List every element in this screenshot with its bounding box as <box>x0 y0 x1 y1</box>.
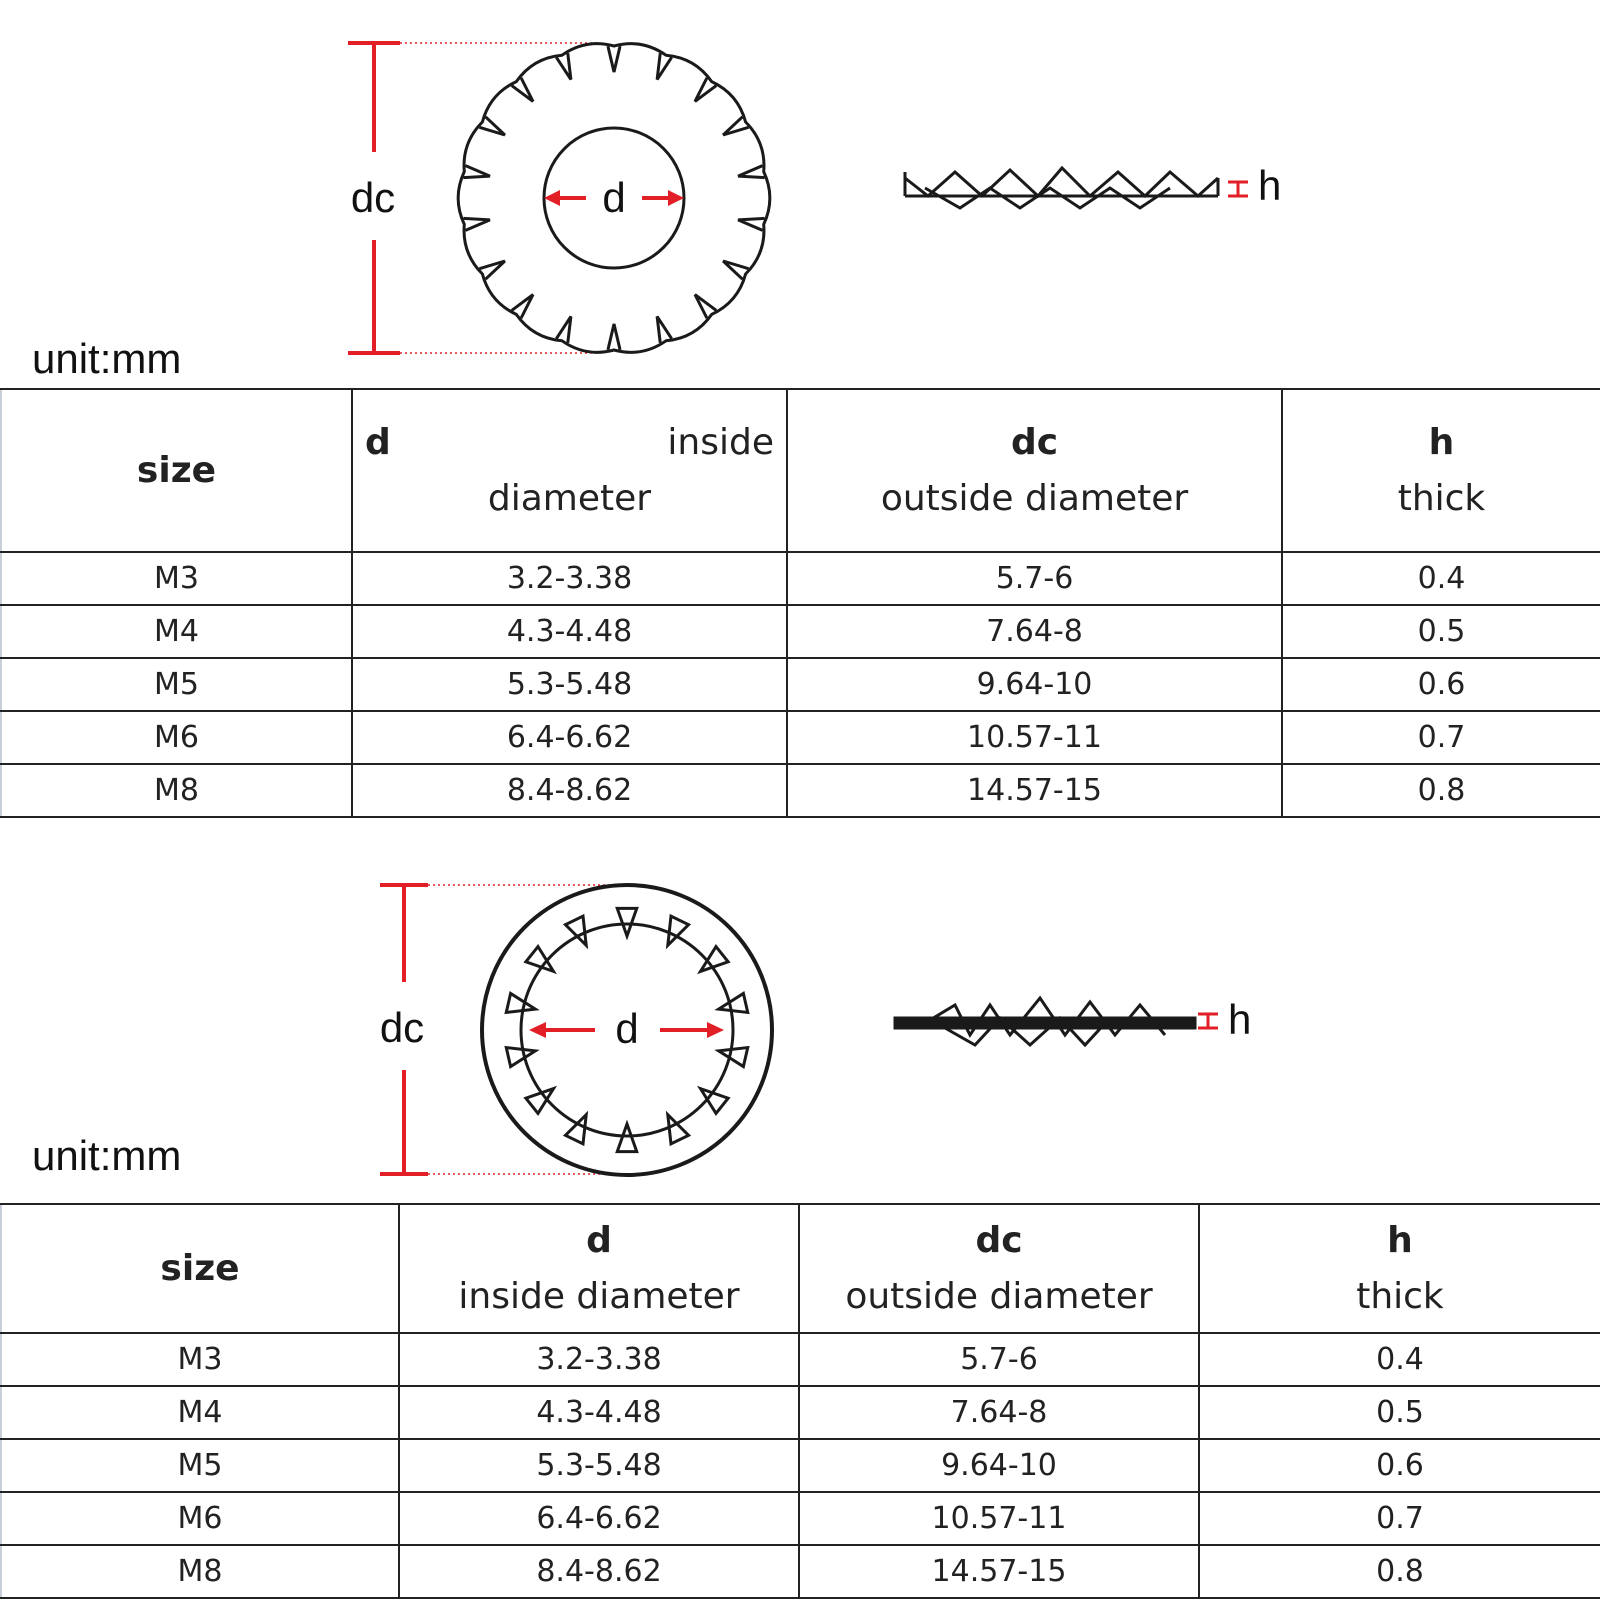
spec-table-external <box>0 388 1600 818</box>
inside-diameter-cell: 8.4-8.62 <box>399 1545 799 1598</box>
inner-tooth <box>719 993 748 1012</box>
inside-diameter-cell: 5.3-5.48 <box>399 1439 799 1492</box>
unit-label: unit:mm <box>32 1132 182 1179</box>
thickness-cell: 0.6 <box>1199 1439 1600 1492</box>
thickness-cell: 0.4 <box>1199 1333 1600 1386</box>
thickness-cell: 0.6 <box>1282 658 1600 711</box>
thickness-cell: 0.5 <box>1282 605 1600 658</box>
thick-text: thick <box>1397 477 1486 519</box>
tooth-notch <box>657 53 672 79</box>
inside-diameter-cell: 5.3-5.48 <box>352 658 787 711</box>
table-row <box>1 658 1600 711</box>
table-row <box>1 1492 1600 1545</box>
inside-diameter-header <box>352 389 787 552</box>
inside-text: inside <box>667 421 774 463</box>
size-cell: M6 <box>1 1492 399 1545</box>
inner-tooth <box>719 1048 748 1067</box>
inside-diameter-text: inside diameter <box>458 1275 740 1317</box>
inner-tooth <box>506 993 535 1012</box>
outside-diameter-cell: 9.64-10 <box>787 658 1282 711</box>
size-header: size <box>1 389 352 552</box>
thickness-cell: 0.7 <box>1199 1492 1600 1545</box>
dc-label: dc <box>379 1004 425 1051</box>
outside-diameter-cell: 14.57-15 <box>787 764 1282 817</box>
inside-diameter-cell: 6.4-6.62 <box>399 1492 799 1545</box>
tooth-notch <box>556 53 571 79</box>
tooth-notch <box>463 218 490 230</box>
d-symbol: d <box>586 1219 612 1261</box>
outside-diameter-cell: 7.64-8 <box>799 1386 1199 1439</box>
external-washer-figure <box>0 0 1600 380</box>
table-row <box>1 1545 1600 1598</box>
d-label: d <box>602 174 626 221</box>
inner-tooth <box>617 1124 636 1152</box>
table-row <box>1 605 1600 658</box>
inside-diameter-header <box>399 1204 799 1333</box>
table-row <box>1 711 1600 764</box>
tooth-notch <box>463 166 490 178</box>
d-label: d <box>615 1005 639 1052</box>
outside-diameter-header <box>799 1204 1199 1333</box>
d-symbol: d <box>365 421 391 463</box>
size-header: size <box>1 1204 399 1333</box>
size-cell: M4 <box>1 1386 399 1439</box>
tooth-notch <box>608 324 620 350</box>
internal-washer-figure <box>0 840 1600 1200</box>
thickness-cell: 0.5 <box>1199 1386 1600 1439</box>
outside-diameter-text: outside diameter <box>880 477 1189 519</box>
table-row <box>1 1386 1600 1439</box>
table-row <box>1 764 1600 817</box>
inside-diameter-cell: 4.3-4.48 <box>352 605 787 658</box>
outside-diameter-cell: 9.64-10 <box>799 1439 1199 1492</box>
inner-tooth <box>506 1048 535 1067</box>
inside-diameter-cell: 8.4-8.62 <box>352 764 787 817</box>
h-label: h <box>1258 162 1282 209</box>
inside-diameter-cell: 3.2-3.38 <box>352 552 787 605</box>
size-cell: M5 <box>1 658 352 711</box>
size-cell: M8 <box>1 764 352 817</box>
thickness-cell: 0.8 <box>1199 1545 1600 1598</box>
inside-diameter-cell: 4.3-4.48 <box>399 1386 799 1439</box>
outside-diameter-cell: 5.7-6 <box>799 1333 1199 1386</box>
inside-diameter-cell: 6.4-6.62 <box>352 711 787 764</box>
spec-table-internal <box>0 1203 1600 1599</box>
h-symbol: h <box>1387 1219 1413 1261</box>
dc-symbol: dc <box>975 1219 1023 1261</box>
outside-diameter-cell: 7.64-8 <box>787 605 1282 658</box>
internal-washer-drawing <box>0 840 1600 1200</box>
thickness-header <box>1199 1204 1600 1333</box>
outside-diameter-cell: 10.57-11 <box>787 711 1282 764</box>
dc-symbol: dc <box>1010 421 1059 463</box>
table-row <box>1 1439 1600 1492</box>
table-row <box>1 552 1600 605</box>
size-cell: M4 <box>1 605 352 658</box>
diameter-text: diameter <box>487 477 652 519</box>
size-cell: M8 <box>1 1545 399 1598</box>
tooth-notch <box>738 166 765 178</box>
size-cell: M6 <box>1 711 352 764</box>
table-row <box>1 1333 1600 1386</box>
table-header-row <box>1 1204 1600 1333</box>
external-washer-drawing <box>0 0 1600 380</box>
thickness-cell: 0.7 <box>1282 711 1600 764</box>
tooth-notch <box>608 46 620 72</box>
size-cell: M3 <box>1 1333 399 1386</box>
unit-label: unit:mm <box>32 335 182 382</box>
dc-label: dc <box>350 174 396 221</box>
internal-side-profile <box>895 998 1195 1045</box>
h-symbol: h <box>1428 421 1455 463</box>
outside-diameter-cell: 10.57-11 <box>799 1492 1199 1545</box>
outside-diameter-text: outside diameter <box>845 1275 1153 1317</box>
h-label: h <box>1228 996 1252 1043</box>
external-side-profile <box>905 168 1218 208</box>
tooth-notch <box>556 316 571 342</box>
thickness-cell: 0.8 <box>1282 764 1600 817</box>
size-cell: M5 <box>1 1439 399 1492</box>
tooth-notch <box>738 218 765 230</box>
outside-diameter-cell: 14.57-15 <box>799 1545 1199 1598</box>
thickness-cell: 0.4 <box>1282 552 1600 605</box>
inside-diameter-cell: 3.2-3.38 <box>399 1333 799 1386</box>
outside-diameter-cell: 5.7-6 <box>787 552 1282 605</box>
thick-text: thick <box>1356 1275 1444 1317</box>
size-cell: M3 <box>1 552 352 605</box>
thickness-header <box>1282 389 1600 552</box>
table-header-row <box>1 389 1600 552</box>
inner-tooth <box>617 908 636 936</box>
outside-diameter-header <box>787 389 1282 552</box>
tooth-notch <box>657 316 672 342</box>
